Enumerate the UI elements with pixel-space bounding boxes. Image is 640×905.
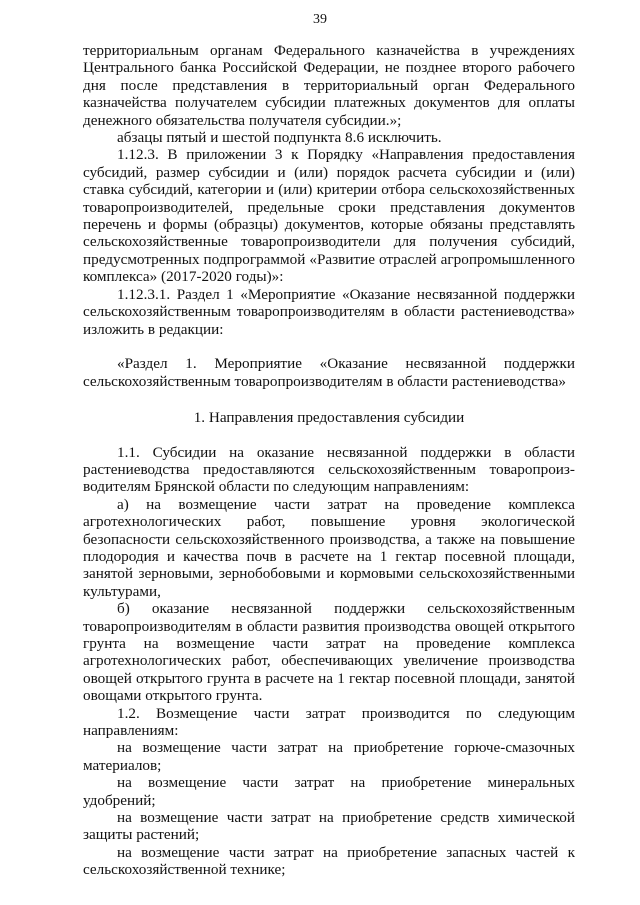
list-item-spare-parts: на возмещение части затрат на приобретение запасных частей к сельскохозяйственной технике; [83, 843, 575, 879]
paragraph-1-1-a: а) на возмещение части затрат на проведение комплекса агротехнологических работ, повышение уровня экологической безопасности сельскохозяйственного производства, а также на повышение плодородия и качества почв в расчете на 1 гектар посевной площади, занятой зерновыми, зернобобовыми и кормовыми сельскохозяйственными культурами, [83, 495, 575, 600]
document-body [83, 42, 575, 879]
paragraph-continuation: территориальным органам Федерального казначейства в учреждениях Центрального банка Российской Федерации, не позднее второго рабочего дня после представления в территориальный орган Федерального казначейства получателем субсидии платежных документов для оплаты денежного обязательства получателя субсидии.»; [83, 42, 575, 129]
paragraph-1-1-b: б) оказание несвязанной поддержки сельскохозяйственным товаропроизводителям в области развития производства овощей открытого грунта на возмещение части затрат на проведение комплекса агротехнологических работ, обеспечивающих увеличение производства овощей открытого грунта в расчете на 1 гектар посевной площади, занятой овощами открытого грунта. [83, 600, 575, 705]
list-item-chemicals: на возмещение части затрат на приобретение средств химической защиты растений; [83, 809, 575, 844]
paragraph-exclusion: абзацы пятый и шестой подпункта 8.6 исключить. [117, 129, 442, 147]
section-heading: 1. Направления предоставления субсидии [193, 409, 465, 427]
paragraph-1-1: 1.1. Субсидии на оказание несвязанной поддержки в области растениеводства предоставляются сельскохозяйственным товаропроиз-водителям Брянской области по следующим направлениям: [83, 443, 575, 496]
paragraph-item-1-12-3-1: 1.12.3.1. Раздел 1 «Мероприятие «Оказание несвязанной поддержки сельскохозяйственным товаропроизводителям в области растениеводства» изложить в редакции: [83, 285, 575, 338]
list-item-fertilizers: на возмещение части затрат на приобретение минеральных удобрений; [83, 774, 575, 809]
page-number: 39 [313, 12, 327, 27]
section-title-quote: «Раздел 1. Мероприятие «Оказание несвязанной поддержки сельскохозяйственным товаропроизводителям в области растениеводства» [83, 355, 575, 390]
list-item-fuel: на возмещение части затрат на приобретение горюче-смазочных материалов; [83, 739, 575, 774]
paragraph-1-2: 1.2. Возмещение части затрат производится по следующим направлениям: [83, 704, 575, 740]
paragraph-item-1-12-3: 1.12.3. В приложении 3 к Порядку «Направления предоставления субсидий, размер субсидии и (или) порядок расчета субсидии и (или) ставка субсидий, категории и (или) критерии отбора сельскохозяйственных товаропроизводителей, предельные сроки представления документов перечень и формы (образцы) документов, которые обязаны представлять сельскохозяйственные товаропроизводители для получения субсидий, предусмотренных подпрограммой «Развитие отраслей агропромышленного комплекса» (2017-2020 годы)»: [83, 146, 575, 286]
